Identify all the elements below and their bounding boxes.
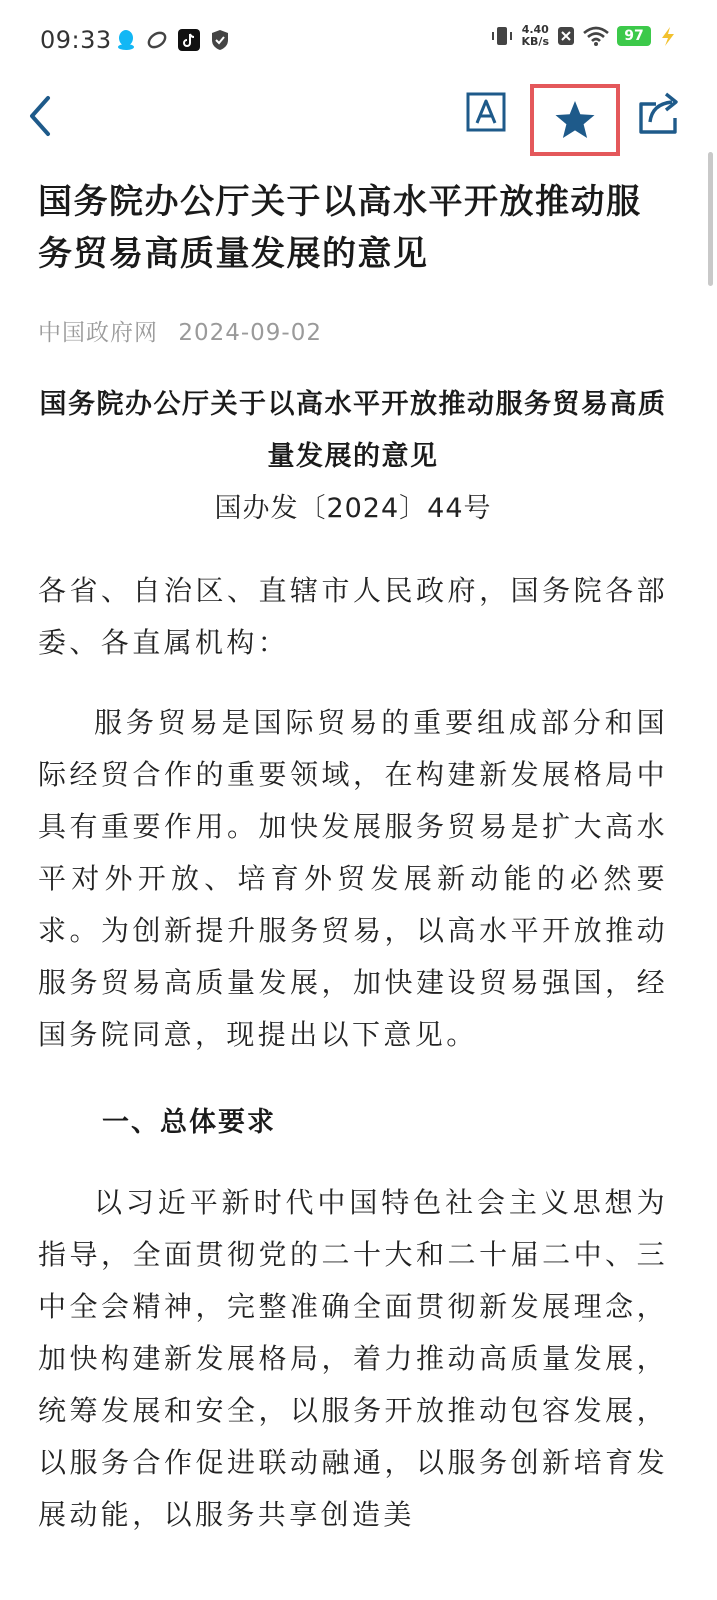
net-speed-value: 4.40 [521, 23, 549, 36]
charging-icon [659, 25, 677, 47]
article-toolbar [0, 84, 717, 160]
back-button[interactable] [22, 90, 62, 140]
article-content [38, 176, 668, 1541]
star-icon [553, 99, 597, 141]
article-date: 2024-09-02 [178, 320, 322, 346]
font-size-icon [466, 92, 506, 132]
qq-icon [116, 29, 136, 51]
favorite-button[interactable] [530, 84, 620, 156]
body-paragraph: 以习近平新时代中国特色社会主义思想为指导，全面贯彻党的二十大和二十届二中、三中全会精神，完整准确全面贯彻新发展理念，加快构建新发展格局，着力推动高质量发展，统筹发展和安全，以服务开放推动包容发展，以服务合作促进联动融通，以服务创新培育发展动能，以服务共享创造美 [38, 1186, 668, 1531]
addressee-paragraph: 各省、自治区、直辖市人民政府，国务院各部委、各直属机构： [38, 574, 668, 659]
sync-icon [146, 29, 168, 51]
share-icon [636, 88, 682, 136]
vibrate-icon [490, 24, 514, 48]
sim-off-icon [557, 25, 575, 47]
status-right-icons [490, 24, 677, 48]
article-source: 中国政府网 [38, 320, 158, 346]
body-paragraph: 服务贸易是国际贸易的重要组成部分和国际经贸合作的重要领域，在构建新发展格局中具有重要作用。加快发展服务贸易是扩大高水平对外开放、培育外贸发展新动能的必然要求。为创新提升服务贸易，以高水平开放推动服务贸易高质量发展，加快建设贸易强国，经国务院同意，现提出以下意见。 [38, 706, 668, 1051]
section-heading: 一、总体要求 [102, 1107, 276, 1138]
battery-icon: 97 [617, 26, 651, 46]
tiktok-icon [178, 29, 200, 51]
document-number: 国办发〔2024〕44号 [214, 493, 492, 524]
article-title: 国务院办公厅关于以高水平开放推动服务贸易高质量发展的意见 [38, 182, 642, 274]
status-bar [0, 0, 717, 84]
wifi-icon [583, 25, 609, 47]
font-size-button[interactable] [466, 92, 506, 132]
net-speed [522, 24, 549, 48]
shield-icon [210, 29, 230, 51]
net-speed-unit: KB/s [521, 35, 549, 48]
status-left-icons [116, 29, 230, 51]
status-time: 09:33 [40, 26, 112, 54]
article-meta [38, 314, 668, 347]
share-button[interactable] [636, 88, 682, 136]
scrollbar[interactable] [708, 152, 713, 286]
chevron-left-icon [22, 90, 62, 140]
document-title: 国务院办公厅关于以高水平开放推动服务贸易高质量发展的意见 [39, 389, 667, 472]
